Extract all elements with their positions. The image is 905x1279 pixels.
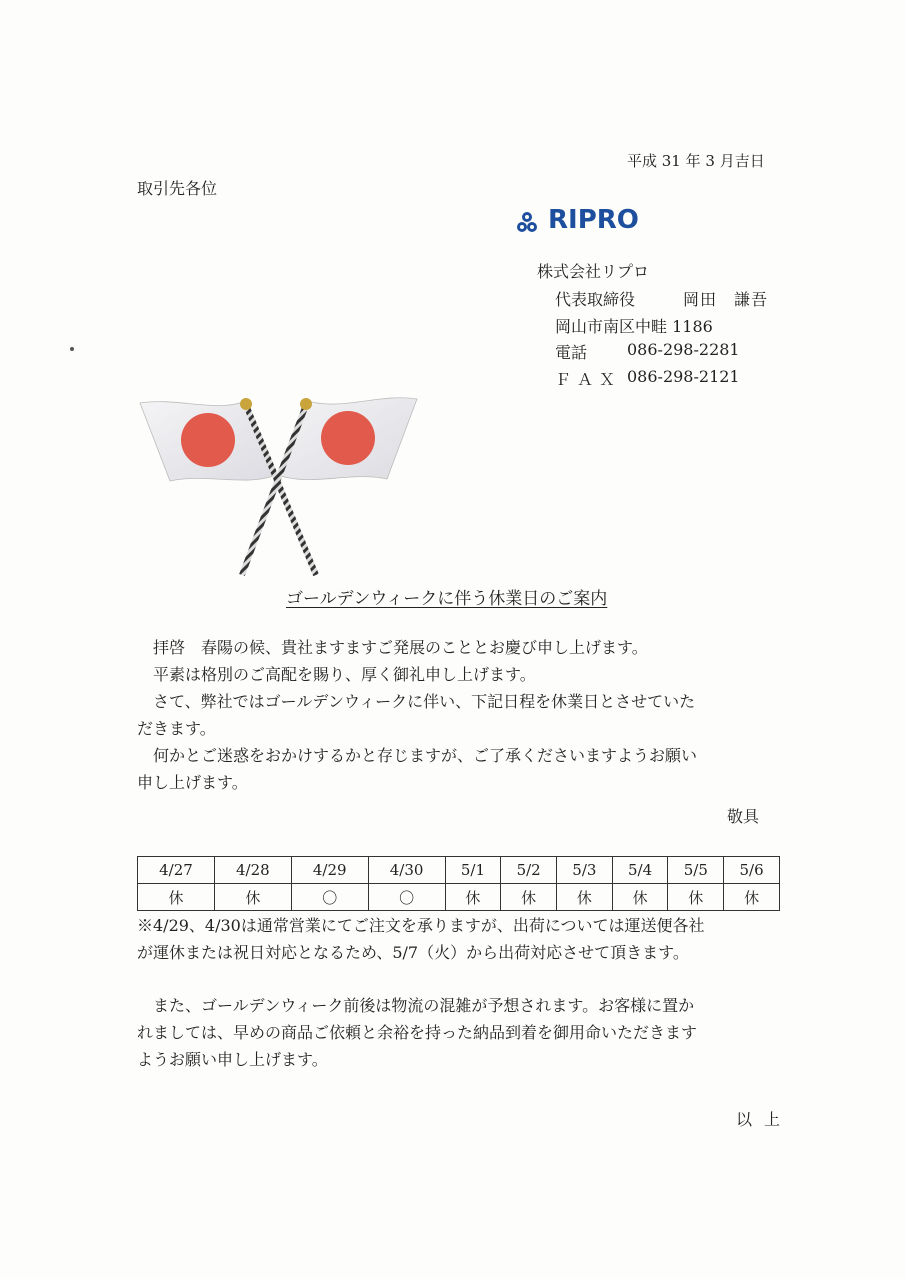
schedule-date: 4/29 xyxy=(291,857,368,884)
schedule-date: 4/28 xyxy=(214,857,291,884)
body-line: 何かとご迷惑をおかけするかと存じますが、ご了承くださいますようお願い xyxy=(137,746,698,765)
shipping-note xyxy=(137,912,787,966)
body-line: 拝啓 春陽の候、貴社ますますご発展のこととお慶び申し上げます。 xyxy=(137,638,648,657)
schedule-status: 休 xyxy=(501,884,557,911)
schedule-date: 5/4 xyxy=(612,857,668,884)
representative-title: 代表取締役 xyxy=(555,290,636,309)
schedule-status: 休 xyxy=(214,884,291,911)
holiday-schedule-table xyxy=(137,856,780,911)
schedule-date: 5/5 xyxy=(668,857,724,884)
schedule-date-row xyxy=(138,857,780,884)
phone-number: 086-298-2281 xyxy=(627,340,740,359)
fax-label: ＦＡＸ xyxy=(555,370,622,389)
schedule-status: 休 xyxy=(557,884,613,911)
end-mark: 以上 xyxy=(736,1110,793,1129)
crossed-flags-illustration xyxy=(136,395,421,580)
body-line: また、ゴールデンウィーク前後は物流の混雑が予想されます。お客様に置か xyxy=(137,996,695,1015)
body-line: 平素は格別のご高配を賜り、厚く御礼申し上げます。 xyxy=(137,665,536,684)
schedule-status: 〇 xyxy=(368,884,445,911)
fax-number: 086-298-2121 xyxy=(627,367,740,386)
schedule-status: 休 xyxy=(445,884,501,911)
note-line: が運休または祝日対応となるため、5/7（火）から出荷対応させて頂きます。 xyxy=(137,943,689,962)
company-name: 株式会社リプロ xyxy=(537,262,650,281)
schedule-date: 5/1 xyxy=(445,857,501,884)
logistics-paragraph xyxy=(137,992,777,1073)
schedule-status-row xyxy=(138,884,780,911)
body-line: ようお願い申し上げます。 xyxy=(137,1050,328,1069)
company-address: 岡山市南区中畦 1186 xyxy=(555,317,713,336)
schedule-date: 5/6 xyxy=(724,857,780,884)
schedule-status: 休 xyxy=(138,884,215,911)
schedule-status: 休 xyxy=(612,884,668,911)
company-logo-text: RIPRO xyxy=(548,205,639,235)
schedule-status: 休 xyxy=(668,884,724,911)
schedule-date: 4/30 xyxy=(368,857,445,884)
body-line: だきます。 xyxy=(137,719,216,738)
closing-phrase: 敬具 xyxy=(727,807,760,826)
body-line: れましては、早めの商品ご依頼と余裕を持った納品到着を御用命いただきます xyxy=(137,1023,698,1042)
schedule-status: 休 xyxy=(724,884,780,911)
notice-heading: ゴールデンウィークに伴う休業日のご案内 xyxy=(286,589,608,609)
schedule-date: 5/3 xyxy=(557,857,613,884)
document-date: 平成 31 年 3 月吉日 xyxy=(627,152,765,170)
body-line: 申し上げます。 xyxy=(137,773,248,792)
greeting-paragraph xyxy=(137,634,777,796)
representative-name: 岡田 謙吾 xyxy=(683,290,769,309)
scan-speck xyxy=(70,347,74,351)
body-line: さて、弊社ではゴールデンウィークに伴い、下記日程を休業日とさせていた xyxy=(137,692,696,711)
schedule-date: 4/27 xyxy=(138,857,215,884)
phone-label: 電話 xyxy=(555,343,588,362)
schedule-date: 5/2 xyxy=(501,857,557,884)
note-line: ※4/29、4/30は通常営業にてご注文を承りますが、出荷については運送便各社 xyxy=(137,916,705,935)
addressee: 取引先各位 xyxy=(137,179,218,198)
schedule-status: 〇 xyxy=(291,884,368,911)
